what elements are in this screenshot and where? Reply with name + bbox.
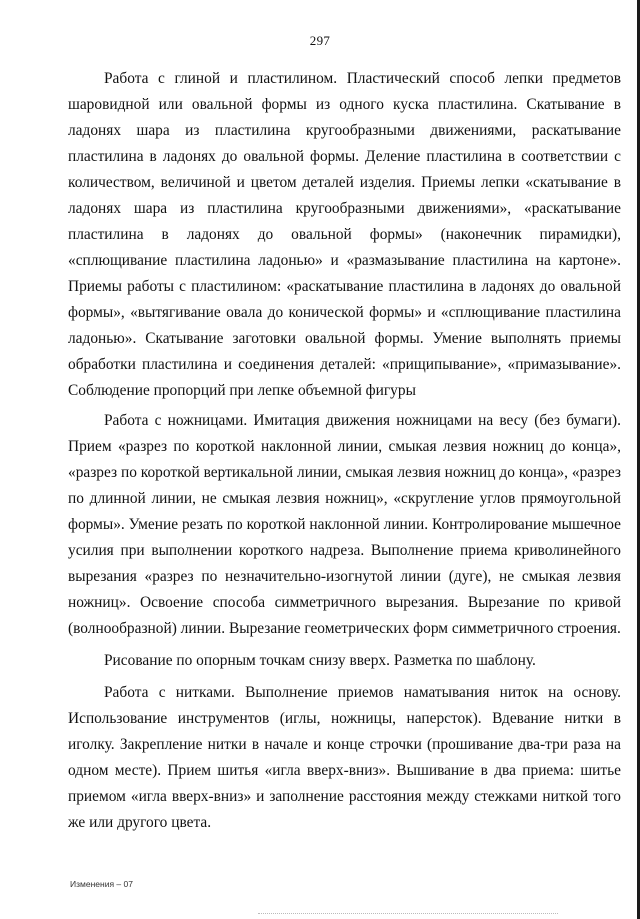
page-number: 297 — [309, 33, 331, 48]
document-body — [68, 66, 621, 836]
paragraph-drawing: Рисование по опорным точкам снизу вверх. Разметка по шаблону. — [104, 652, 536, 669]
paragraph-thread-work: Работа с нитками. Выполнение приемов наматывания ниток на основу. Использование инструментов (иглы, ножницы, наперсток). Вдевание нитки в иголку. Закрепление нитки в начале и конце строчки (прошивание два-три раза на одном месте). Прием шитья «игла вверх-вниз». Вышивание в два приема: шитье приемом «игла вверх-вниз» и заполнение расстояния между стежками ниткой того же или другого цвета. — [68, 684, 621, 831]
paragraph-scissors-work: Работа с ножницами. Имитация движения ножницами на весу (без бумаги). Прием «разрез по короткой наклонной линии, смыкая лезвия ножниц до конца», «разрез по короткой вертикальной линии, смыкая лезвия ножниц до конца», «разрез по длинной линии, не смыкая лезвия ножниц», «скругление углов прямоугольной формы». Умение резать по короткой наклонной линии. Контролирование мышечное усилия при выполнении короткого надреза. Выполнение приема криволинейного вырезания «разрез по незначительно-изогнутой линии (дуге), не смыкая лезвия ножниц». Освоение способа симметричного вырезания. Вырезание по кривой (волнообразной) линии. Вырезание геометрических форм симметричного строения. — [68, 412, 621, 637]
scan-artifact-line — [258, 912, 558, 914]
footer-revision-note: Изменения – 07 — [70, 879, 133, 889]
paragraph-clay-work: Работа с глиной и пластилином. Пластический способ лепки предметов шаровидной или овальной формы из одного куска пластилина. Скатывание в ладонях шара из пластилина кругообразными движениями, раскатывание пластилина в ладонях до овальной формы. Деление пластилина в соответствии с количеством, величиной и цветом деталей изделия. Приемы лепки «скатывание в ладонях шара из пластилина кругообразными движениями», «раскатывание пластилина в ладонях до овальной формы» (наконечник пирамидки), «сплющивание пластилина ладонью» и «размазывание пластилина на картоне». Приемы работы с пластилином: «раскатывание пластилина в ладонях до овальной формы», «вытягивание овала до конической формы» и «сплющивание пластилина ладонью». Скатывание заготовки овальной формы. Умение выполнять приемы обработки пластилина и соединения деталей: «прищипывание», «примазывание». Соблюдение пропорций при лепке объемной фигуры — [68, 70, 621, 399]
